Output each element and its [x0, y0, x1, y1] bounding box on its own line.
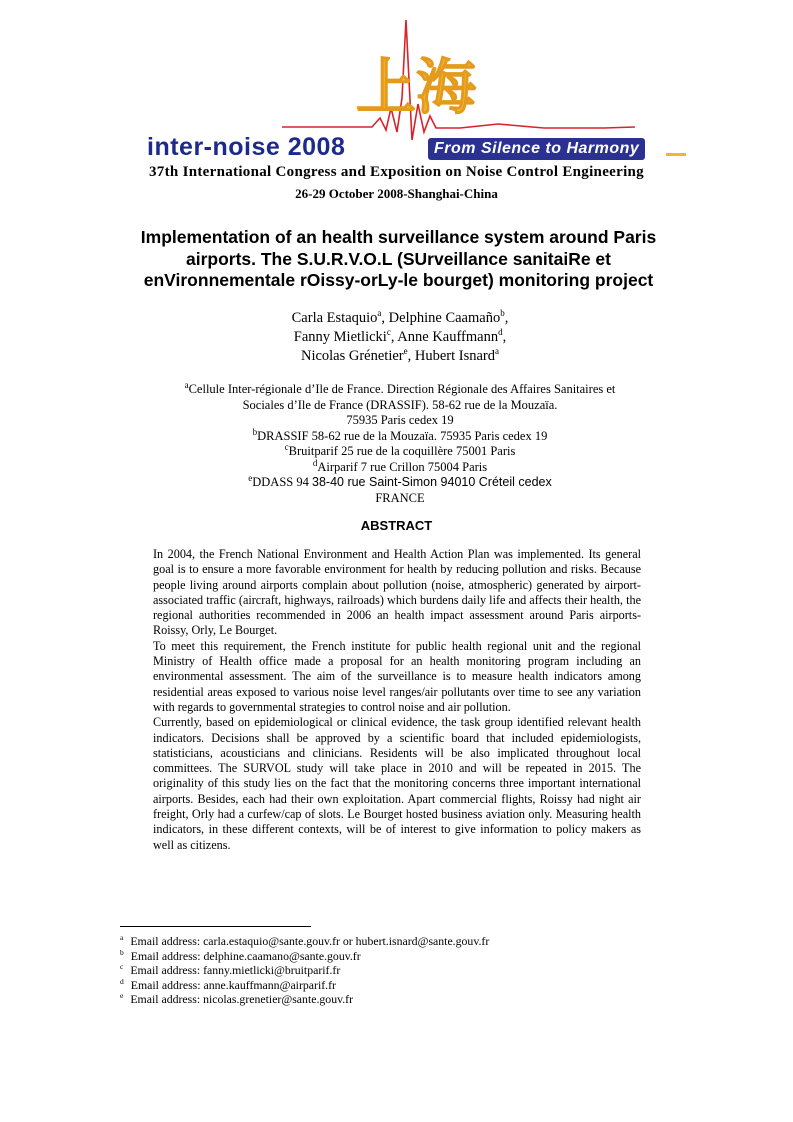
author-line: Fanny Mietlicki$^c$, Anne Kauffmann$^d$,	[293, 327, 507, 345]
abstract-paragraph: To meet this requirement, the French institute for public health regional unit and the regional Ministry of Health office made a proposal for an health monitoring program including an environmental assessment. The aim of the surveillance is to measure health indicators among residential areas exposed to various noise level ranges/air pollutants over time to see any variation with regards to governmental strategies to control noise and air pollution.	[153, 638, 641, 714]
footnote-mark: c	[120, 962, 124, 972]
footnote-text: Email address: fanny.mietlicki@bruitparif.fr	[130, 963, 341, 977]
author-name: Carla Estaquio	[291, 310, 378, 326]
author-name: Nicolas Grénetier	[300, 348, 404, 364]
footnote-text: Email address: delphine.caamano@sante.gouv.fr	[130, 948, 361, 963]
abstract-heading: ABSTRACT	[360, 518, 433, 533]
conference-motto: From Silence to Harmony	[428, 138, 645, 160]
congress-dates: 26-29 October 2008-Shanghai-China	[295, 186, 498, 201]
footnote-mark: b	[120, 947, 124, 957]
motto-accent	[666, 153, 686, 156]
affil-mark: e	[248, 472, 253, 483]
congress-name: 37th International Congress and Exposition on Noise Control Engineering	[149, 164, 644, 180]
affiliation-d	[120, 457, 680, 476]
conference-banner	[0, 0, 793, 210]
affiliation-a	[120, 379, 680, 398]
author-name: Fanny Mietlicki	[293, 329, 387, 345]
title-line: Implementation of an health surveillance system around Paris	[140, 227, 657, 247]
author-name: Delphine Caamaño	[388, 310, 501, 326]
footnote	[120, 934, 489, 949]
footnote-mark: d	[120, 976, 124, 986]
title-line: enVironnementale rOissy-orLy-le bourget) monitoring project	[143, 270, 654, 290]
title-line: airports. The S.U.R.V.O.L (SUrveillance sanitaiRe et	[185, 248, 611, 269]
author-line: Carla Estaquio$^a$, Delphine Caamaño$^b$,	[291, 308, 509, 326]
abstract-paragraph: In 2004, the French National Environment and Health Action Plan was implemented. Its general goal is to ensure a more favorable environment for health by reducing pollution and risks. Because people living around airports complain about pollution (noise, atmospheric) generated by airport-associated traffic (aircraft, highways, railroads) which burdens daily life and affects their health, the regional authorities recommended in 2006 an health impact assessment around Paris airports-Roissy, Orly, Le Bourget.	[153, 547, 641, 638]
abstract-body	[153, 547, 641, 853]
shanghai-logo-chars: 上海	[356, 53, 476, 123]
affil-mark: d	[312, 457, 318, 468]
conference-logo	[0, 0, 793, 170]
author-name: Anne Kauffmann	[397, 329, 499, 345]
affil-text: Cellule Inter-régionale d’Ile de France. Direction Régionale des Affaires Sanitaires et	[188, 382, 616, 396]
footnote	[120, 978, 489, 993]
affiliation-b	[120, 426, 680, 445]
footnote-text: Email address: carla.estaquio@sante.gouv.fr or hubert.isnard@sante.gouv.fr	[130, 934, 490, 948]
affiliation-a-cont: Sociales d’Ile de France (DRASSIF). 58-62 rue de la Mouzaïa.	[242, 397, 558, 412]
author-mark: a	[377, 308, 382, 319]
footnote-text: Email address: nicolas.grenetier@sante.gouv.fr	[130, 992, 354, 1006]
footnote	[120, 992, 489, 1007]
affiliations	[120, 379, 680, 506]
author-mark: c	[386, 327, 391, 338]
author-list	[150, 309, 650, 366]
footnote-text: Email address: anne.kauffmann@airparif.fr	[130, 977, 336, 992]
affil-text: DDASS 94	[252, 475, 309, 489]
abstract-paragraph: Currently, based on epidemiological or clinical evidence, the task group identified relevant health indicators. Decisions shall be approved by a scientific board that included epidemiologists, statisticians, acousticians and clinicians. Residents will be also implicated throughout local committees. The SURVOL study will take place in 2010 and will be repeated in 2015. The originality of this study lies on the fact that the monitoring concerns three important international airports. Besides, each had their own exploitation. Apart commercial flights, Roissy had night air freight, Orly had a curfew/cap of slots. Le Bourget hosted business aviation only. Measuring health indicators, in these different contexts, will be of interest to give information to policy makers as well as citizens.	[153, 715, 641, 852]
paper-title	[96, 227, 701, 292]
affiliation-c	[120, 441, 680, 460]
footnote-mark: e	[120, 991, 124, 1001]
footnote-mark: a	[120, 933, 124, 943]
affil-mark: a	[184, 379, 189, 390]
affil-text: 38-40 rue Saint-Simon 94010 Créteil cedex	[312, 475, 552, 489]
footnote	[120, 949, 489, 964]
author-line: Nicolas Grénetier$^e$, Hubert Isnard$^a$	[300, 346, 500, 364]
author-mark: e	[403, 346, 408, 357]
affil-mark: b	[252, 426, 258, 437]
footnotes	[120, 934, 489, 1007]
affiliation-e	[120, 472, 680, 491]
author-mark: a	[495, 346, 500, 357]
affiliation-country: FRANCE	[375, 490, 425, 505]
footnote-rule	[120, 926, 311, 927]
footnote	[120, 963, 489, 978]
brand-wordmark: inter-noise 2008	[147, 133, 346, 161]
author-mark: d	[498, 327, 503, 338]
author-name: Hubert Isnard	[414, 348, 496, 364]
affil-text: Airparif 7 rue Crillon 75004 Paris	[317, 459, 488, 474]
affil-text: DRASSIF 58-62 rue de la Mouzaïa. 75935 Paris cedex 19	[257, 428, 548, 443]
affil-text: Bruitparif 25 rue de la coquillère 75001 Paris	[288, 444, 516, 458]
affil-mark: c	[284, 441, 289, 452]
affiliation-a-cont: 75935 Paris cedex 19	[346, 413, 454, 427]
author-mark: b	[500, 308, 505, 319]
